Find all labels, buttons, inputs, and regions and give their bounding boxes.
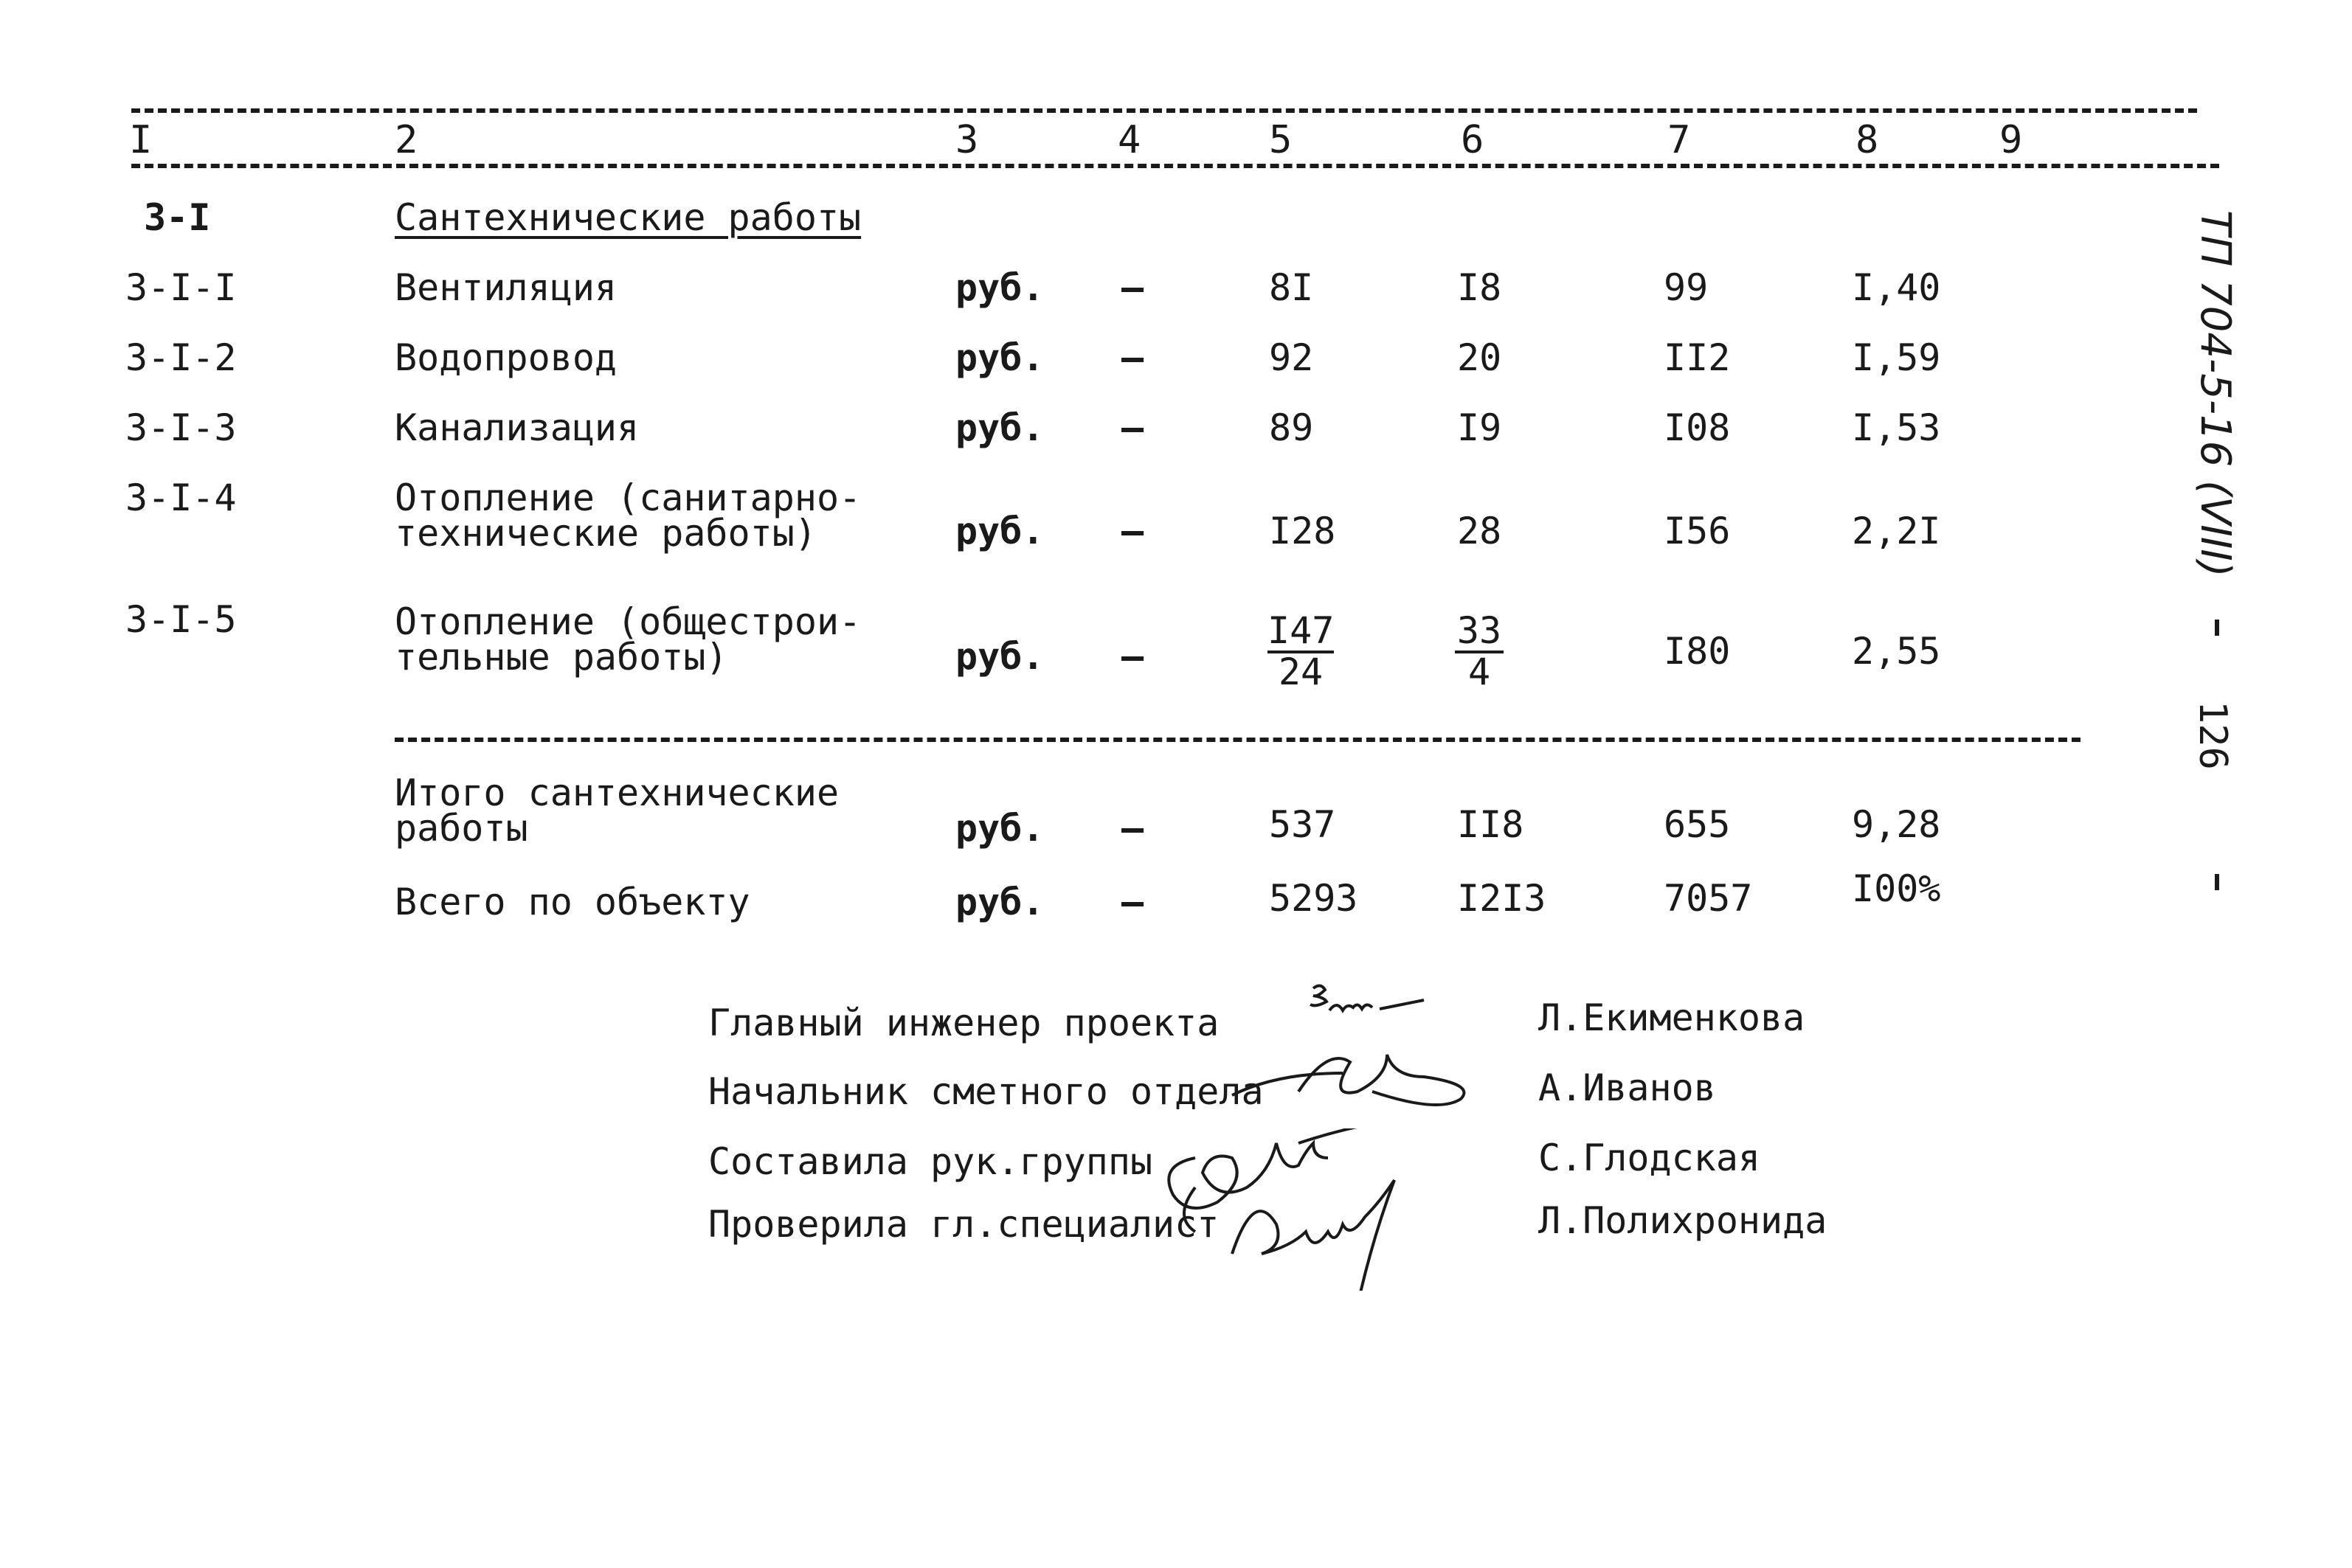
handwritten-signature-1	[1298, 981, 1468, 1040]
margin-tick	[2215, 620, 2219, 636]
total-col7: 655	[1664, 803, 1731, 846]
row-col7: I08	[1664, 406, 1731, 449]
row-col7: 99	[1664, 266, 1709, 309]
row-col8: 2,55	[1852, 630, 1941, 673]
row-col5: I28	[1269, 510, 1336, 552]
signature-role: Составила рук.группы	[708, 1140, 1153, 1183]
row-col5: 92	[1269, 336, 1314, 379]
total-col6: II8	[1457, 803, 1524, 846]
row-name: Вентиляция	[395, 266, 618, 309]
handwritten-signature-3	[1151, 1128, 1461, 1291]
row-col6: 20	[1457, 336, 1502, 379]
row-name-line1: Отопление (общестрои-	[395, 600, 862, 643]
col-header-4: 4	[1118, 118, 1141, 162]
row-name-line1: Отопление (санитарно-	[395, 476, 862, 519]
row-col5: 8I	[1269, 266, 1314, 309]
side-document-code: ТП 704-5-16 (VIII)	[2191, 210, 2239, 577]
signature-role: Начальник сметного отдела	[708, 1070, 1264, 1113]
row-col4: –	[1121, 635, 1144, 678]
col-header-8: 8	[1855, 118, 1879, 162]
row-col7: II2	[1664, 336, 1731, 379]
col-header-5: 5	[1269, 118, 1293, 162]
row-col8: I,53	[1852, 406, 1941, 449]
row-unit: руб.	[955, 635, 1045, 678]
grand-total-col6: I2I3	[1457, 877, 1546, 920]
page-number: 126	[2190, 701, 2235, 770]
section-code: 3-I	[144, 196, 211, 239]
row-col4: –	[1121, 406, 1144, 449]
row-unit: руб.	[955, 266, 1045, 309]
section-title: Сантехнические работы	[395, 196, 862, 239]
row-col7: I56	[1664, 510, 1731, 552]
fraction-denominator: 24	[1278, 651, 1324, 693]
row-col5-fraction	[1267, 609, 1335, 693]
row-col6-fraction	[1455, 609, 1504, 693]
row-name: Водопровод	[395, 336, 618, 379]
fraction-numerator: 33	[1455, 612, 1504, 653]
signature-person: С.Глодская	[1538, 1137, 1761, 1179]
header-bottom-rule	[131, 164, 2219, 168]
row-col6: I9	[1457, 406, 1502, 449]
col-header-9: 9	[1999, 118, 2023, 162]
margin-tick	[2215, 874, 2219, 890]
totals-rule	[395, 738, 2081, 742]
row-col6: I8	[1457, 266, 1502, 309]
col-header-1: I	[129, 118, 153, 162]
row-code: 3-I-2	[125, 336, 237, 379]
row-code: 3-I-4	[125, 476, 237, 519]
row-col4: –	[1121, 266, 1144, 309]
signature-role: Главный инженер проекта	[708, 1002, 1220, 1044]
grand-total-col8: I00%	[1852, 867, 1941, 910]
grand-total-name: Всего по объекту	[395, 881, 750, 923]
row-col5: 89	[1269, 406, 1314, 449]
row-code: 3-I-5	[125, 598, 237, 641]
row-col6: 28	[1457, 510, 1502, 552]
row-col4: –	[1121, 336, 1144, 379]
row-col8: I,40	[1852, 266, 1941, 309]
col-header-2: 2	[395, 118, 418, 162]
total-name-line1: Итого сантехнические	[395, 771, 840, 814]
row-col7: I80	[1664, 630, 1731, 673]
row-col8: I,59	[1852, 336, 1941, 379]
row-code: 3-I-I	[125, 266, 237, 309]
row-code: 3-I-3	[125, 406, 237, 449]
total-name-line2: работы	[395, 807, 528, 850]
row-unit: руб.	[955, 406, 1045, 449]
row-col8: 2,2I	[1852, 510, 1941, 552]
total-col8: 9,28	[1852, 803, 1941, 846]
row-name-line2: технические работы)	[395, 512, 817, 555]
handwritten-signature-2	[1225, 1040, 1490, 1128]
total-col5: 537	[1269, 803, 1336, 846]
signature-person: А.Иванов	[1538, 1066, 1716, 1109]
row-name: Канализация	[395, 406, 640, 449]
grand-total-unit: руб.	[955, 881, 1045, 923]
total-col4: –	[1121, 807, 1144, 850]
total-unit: руб.	[955, 807, 1045, 850]
col-header-6: 6	[1461, 118, 1484, 162]
header-top-rule	[131, 108, 2197, 113]
grand-total-col7: 7057	[1664, 877, 1753, 920]
col-header-7: 7	[1667, 118, 1691, 162]
signature-person: Л.Полихронида	[1538, 1199, 1827, 1242]
row-col4: –	[1121, 510, 1144, 552]
fraction-numerator: I47	[1267, 609, 1335, 652]
grand-total-col5: 5293	[1269, 877, 1358, 920]
row-name-line2: тельные работы)	[395, 636, 728, 679]
signature-person: Л.Екименкова	[1538, 996, 1805, 1039]
fraction-denominator: 4	[1467, 651, 1491, 693]
row-unit: руб.	[955, 510, 1045, 552]
grand-total-col4: –	[1121, 881, 1144, 923]
signature-role: Проверила гл.специалист	[708, 1203, 1220, 1246]
row-unit: руб.	[955, 336, 1045, 379]
col-header-3: 3	[955, 118, 979, 162]
